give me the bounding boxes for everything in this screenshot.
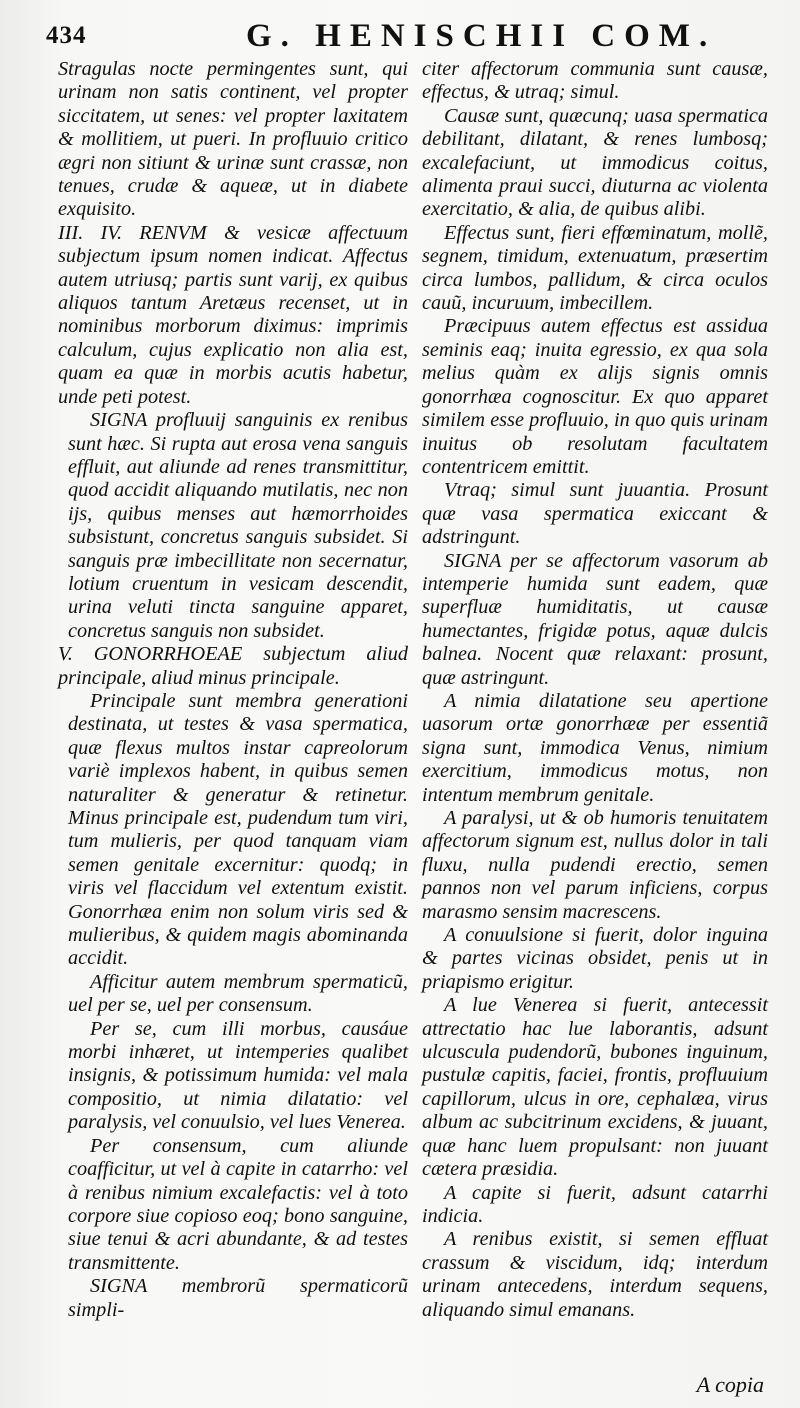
catchword: A copia	[696, 1372, 764, 1397]
paragraph: SIGNA membrorũ spermaticorũ simpli-	[68, 1275, 408, 1321]
paragraph: Vtraq; simul sunt juuantia. Prosunt quæ vasa spermatica exiccant & adstringunt.	[422, 479, 768, 549]
paragraph: Per se, cum illi morbus, causáue morbi inhæret, ut intemperies qualibet insignis, & potissimum humida: vel mala compositio, ut nimia dilatatio: vel paralysis, vel conuulsio, vel lues Venerea.	[68, 1017, 408, 1134]
paragraph: Effectus sunt, fieri effœminatum, mollẽ, segnem, timidum, extenuatum, præsertim circa lumbos, pallidum, & circa oculos cauũ, incuruum, imbecillem.	[422, 221, 768, 315]
paragraph: Principale sunt membra generationi destinata, ut testes & vasa spermatica, quæ flexus multos instar capreolorum variè implexos habent, in quibus semen naturaliter & generatur & retinetur. Minus principale est, pudendum tum viri, tum mulieris, per quod tanquam viam semen genitale excernitur: quodq; in viris vel flaccidum vel extentum existit. Gonorrhæa enim non solum viris sed & mulieribus, & quidem magis abominanda accidit.	[68, 689, 408, 970]
right-column	[422, 58, 768, 1322]
paragraph: Per consensum, cum aliunde coafficitur, ut vel à capite in catarrho: vel à renibus nimium excalefactis: vel à toto corpore siue copioso eoq; bono sanguine, siue tenui & acri abundante, & ad testes transmittente.	[68, 1134, 408, 1274]
paragraph: A capite si fuerit, adsunt catarrhi indicia.	[422, 1181, 768, 1227]
page-number: 434	[46, 22, 87, 49]
paragraph: A lue Venerea si fuerit, antecessit attrectatio hac lue laborantis, adsunt ulcuscula pudendorũ, bubones inguinum, pustulæ capitis, faciei, frontis, profluuium capillorum, ulcus in ore, cephalæa, virus album ac subcitrinum excidens, & juuant, quæ hanc luem propulsant: non juuant cætera præsidia.	[422, 994, 768, 1181]
paragraph: citer affectorum communia sunt causæ, effectus, & utraq; simul.	[422, 58, 768, 104]
running-header	[46, 18, 760, 58]
column-gutter	[414, 62, 415, 1342]
paragraph: Stragulas nocte permingentes sunt, qui urinam non satis continent, vel propter siccitatem, ut senes: vel propter laxitatem & mollitiem, ut pueri. In profluuio critico ægri non sitiunt & urinæ sunt crassæ, non tenues, crudæ & aqueæ, ut in diabete exquisito.	[58, 58, 408, 221]
paragraph: SIGNA profluuij sanguinis ex renibus sunt hæc. Si rupta aut erosa vena sanguis effluit, aut aliunde ad renes transmittitur, quod accidit aliquando mutilatis, nec non ijs, quibus menses aut hæmorrhoides subsistunt, concretus sanguis subsidet. Si sanguis præ imbecillitate non secernatur, lotium cruentum in vesicam descendit, urina veluti tincta sanguine apparet, concretus sanguis non subsidet.	[68, 409, 408, 642]
section-heading-gonorrhoeae: V. GONORRHOEAE subjectum aliud principale, aliud minus principale.	[58, 643, 408, 689]
running-title: G. HENISCHII COM.	[246, 18, 717, 54]
paragraph: A nimia dilatatione seu apertione uasorum ortæ gonorrhææ per essentiã signa sunt, immodica Venus, nimium exercitium, immodicus motus, non intentum membrum genitale.	[422, 689, 768, 806]
left-column	[58, 58, 408, 1322]
paragraph: Causæ sunt, quæcunq; uasa spermatica debilitant, dilatant, & renes lumbosq; excalefaciunt, ut immodicus coitus, alimenta praui succi, diuturna ac violenta exercitatio, & alia, de quibus alibi.	[422, 104, 768, 221]
paragraph: Afficitur autem membrum spermaticũ, uel per se, uel per consensum.	[68, 970, 408, 1017]
paragraph: A renibus existit, si semen effluat crassum & viscidum, idq; interdum urinam antecedens, interdum sequens, aliquando simul emanans.	[422, 1228, 768, 1321]
paragraph: A paralysi, ut & ob humoris tenuitatem affectorum signum est, nullus dolor in tali fluxu, nulla pudendi erectio, semen pannos non vel parum inficiens, corpus marasmo sensim macrescens.	[422, 807, 768, 923]
paragraph: Præcipuus autem effectus est assidua seminis eaq; inuita egressio, ex qua sola melius quàm ex alijs signis omnis gonorrhæa cognoscitur. Ex quo apparet similem esse profluuio, in quo quis urinam inuitus ob resolutam facultatem contentricem emittit.	[422, 315, 768, 478]
section-heading-renum: III. IV. RENVM & vesicæ affectuum subjectum ipsum nomen indicat. Affectus autem utriusq; partis sunt varij, ex quibus aliquos tantum Aretæus recenset, ut in nominibus morborum diximus: imprimis calculum, cujus explicatio non alia est, quam ea quæ in morbis acutis habetur, unde peti potest.	[58, 221, 408, 408]
paragraph: SIGNA per se affectorum vasorum ab intemperie humida sunt eadem, quæ superfluæ humiditatis, ut causæ humectantes, frigidæ potus, aquæ dulcis balnea. Nocent quæ relaxant: prosunt, quæ astringunt.	[422, 549, 768, 689]
paragraph: A conuulsione si fuerit, dolor inguina & partes vicinas obsidet, penis ut in priapismo erigitur.	[422, 924, 768, 993]
